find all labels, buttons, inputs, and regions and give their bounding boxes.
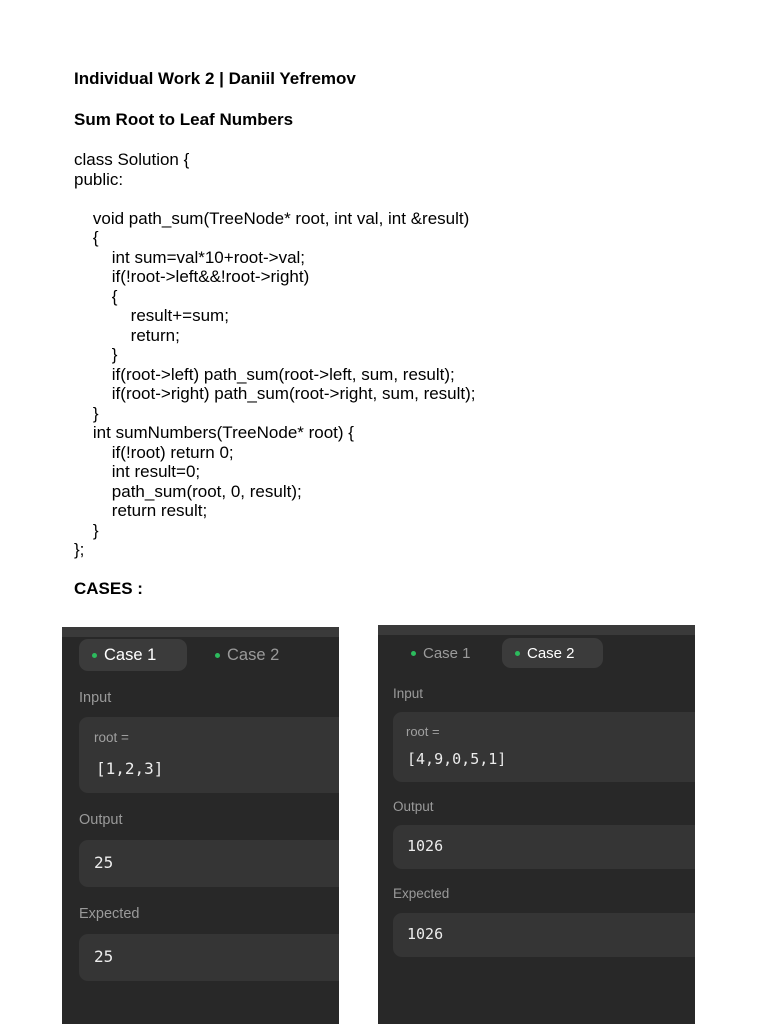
code-line: {: [74, 228, 99, 247]
code-line: return result;: [74, 501, 208, 520]
expected-value: 25: [94, 947, 114, 966]
expected-value: 1026: [407, 925, 444, 943]
code-line: }: [74, 520, 99, 540]
cases-heading: CASES :: [74, 579, 143, 598]
code-line: int result=0;: [74, 462, 201, 481]
code-line: if(root->left) path_sum(root->left, sum, result);: [74, 364, 455, 384]
case-panel-2: [378, 625, 695, 1024]
var-name-label: root =: [94, 730, 129, 745]
code-line: if(root->right) path_sum(root->right, sum, result);: [74, 384, 476, 403]
output-label: Output: [393, 799, 434, 814]
case-panel-1: [62, 627, 339, 1024]
code-block: [74, 150, 476, 560]
expected-box: [393, 913, 695, 957]
status-dot-icon: [215, 653, 220, 658]
input-box[interactable]: [79, 717, 339, 793]
tab-label: Case 1: [423, 644, 471, 662]
status-dot-icon: [411, 651, 416, 656]
input-box[interactable]: [393, 712, 695, 782]
code-line: };: [74, 540, 85, 559]
code-line: path_sum(root, 0, result);: [74, 481, 302, 501]
code-line: public:: [74, 169, 124, 189]
code-line: return;: [74, 325, 180, 345]
code-line: if(!root->left&&!root->right): [74, 267, 310, 286]
input-label: Input: [393, 686, 424, 701]
tab-case-2[interactable]: [502, 638, 603, 668]
tab-label: Case 1: [104, 645, 157, 664]
problem-title: Sum Root to Leaf Numbers: [74, 110, 294, 129]
output-value: 25: [94, 853, 114, 872]
code-line: {: [74, 286, 118, 306]
output-label: Output: [79, 812, 123, 828]
expected-label: Expected: [393, 886, 450, 901]
input-label: Input: [79, 690, 112, 706]
input-value: [4,9,0,5,1]: [407, 750, 507, 768]
tab-case-1[interactable]: [398, 638, 498, 668]
panel-top-bar: [62, 627, 339, 637]
code-line: class Solution {: [74, 150, 190, 169]
tab-label: Case 2: [527, 644, 575, 662]
code-line: result+=sum;: [74, 306, 229, 325]
output-box: [393, 825, 695, 869]
output-value: 1026: [407, 837, 444, 855]
tab-case-1[interactable]: [79, 639, 187, 671]
code-line: }: [74, 345, 118, 364]
input-value: [1,2,3]: [96, 759, 164, 778]
code-line: int sum=val*10+root->val;: [74, 247, 306, 267]
expected-label: Expected: [79, 906, 140, 922]
panel-top-bar: [378, 625, 695, 635]
tab-label: Case 2: [227, 645, 280, 664]
code-line: void path_sum(TreeNode* root, int val, int &result): [74, 208, 470, 228]
output-box: [79, 840, 339, 887]
var-name-label: root =: [406, 724, 440, 739]
status-dot-icon: [515, 651, 520, 656]
code-line: }: [74, 403, 99, 423]
expected-box: [79, 934, 339, 981]
code-line: if(!root) return 0;: [74, 442, 234, 462]
code-line: int sumNumbers(TreeNode* root) {: [74, 423, 354, 442]
document-title: Individual Work 2 | Daniil Yefremov: [74, 69, 356, 88]
status-dot-icon: [92, 653, 97, 658]
tab-case-2[interactable]: [202, 639, 312, 671]
